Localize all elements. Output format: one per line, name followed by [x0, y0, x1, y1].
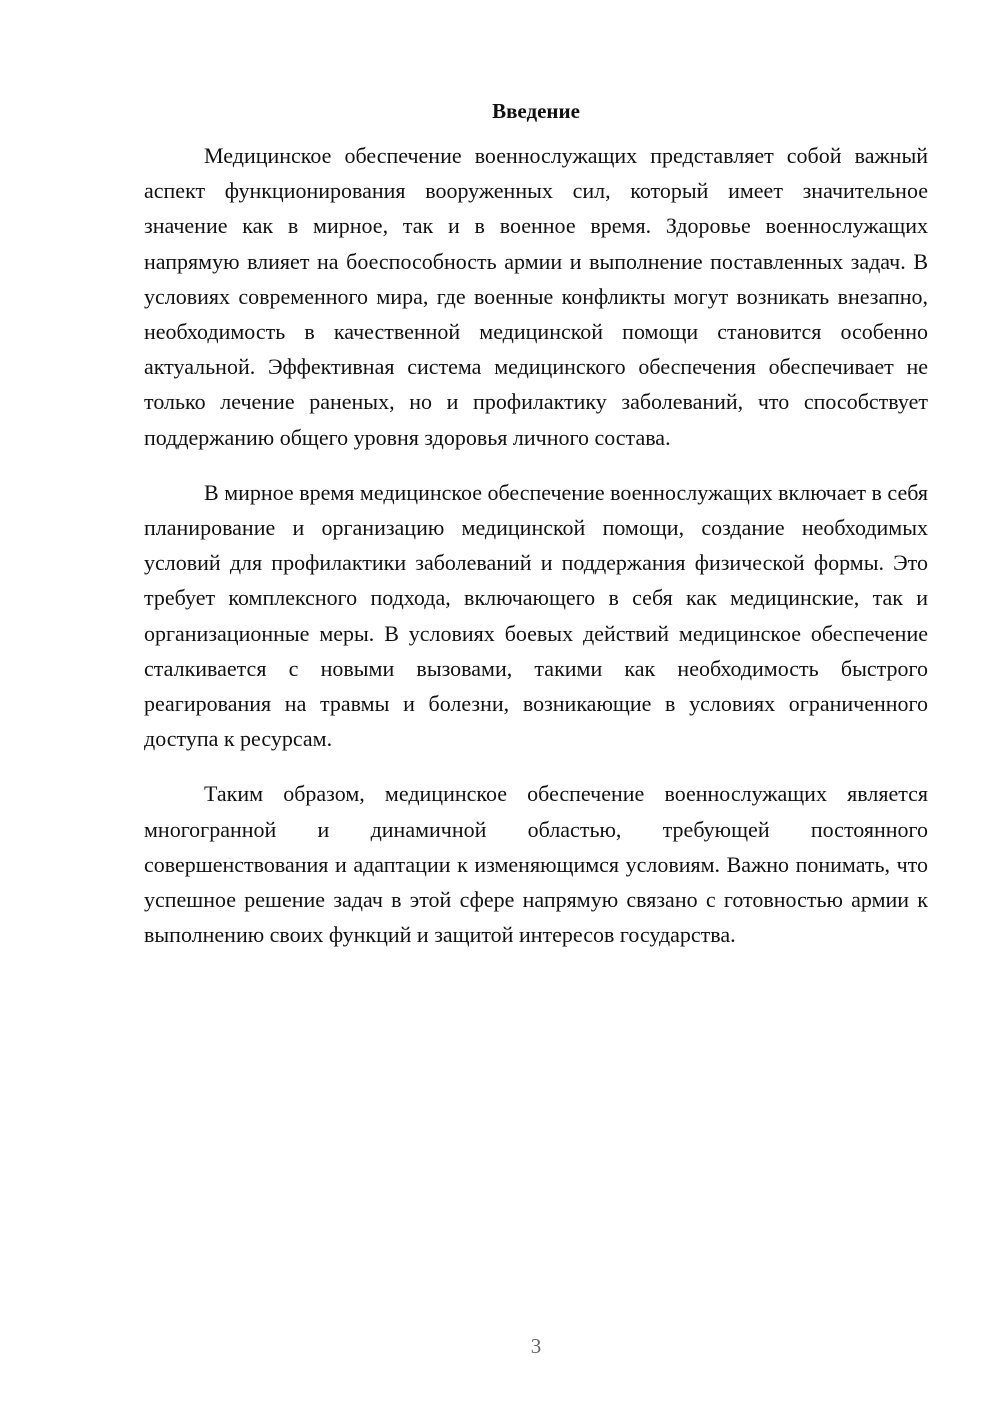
page-number: 3 [530, 1334, 542, 1358]
paragraph-1: Медицинское обеспечение военнослужащих представляет собой важный аспект функционирования вооруженных сил, который имеет значительное значение как в мирное, так и в военное время. Здоровье военнослужащих напрямую влияет на боеспособность армии и выполнение поставленных задач. В условиях современного мира, где военные конфликты могут возникать внезапно, необходимость в качественной медицинской помощи становится особенно актуальной. Эффективная система медицинского обеспечения обеспечивает не только лечение раненых, но и профилактику заболеваний, что способствует поддержанию общего уровня здоровья личного состава. [144, 143, 928, 450]
section-title: Введение [492, 99, 580, 123]
page-content [144, 96, 928, 972]
paragraph-3: Таким образом, медицинское обеспечение военнослужащих является многогранной и динамичной областью, требующей постоянного совершенствования и адаптации к изменяющимся условиям. Важно понимать, что успешное решение задач в этой сфере напрямую связано с готовностью армии к выполнению своих функций и защитой интересов государства. [144, 781, 928, 948]
paragraph-2: В мирное время медицинское обеспечение военнослужащих включает в себя планирование и организацию медицинской помощи, создание необходимых условий для профилактики заболеваний и поддержания физической формы. Это требует комплексного подхода, включающего в себя как медицинские, так и организационные меры. В условиях боевых действий медицинское обеспечение сталкивается с новыми вызовами, такими как необходимость быстрого реагирования на травмы и болезни, возникающие в условиях ограниченного доступа к ресурсам. [144, 479, 928, 752]
